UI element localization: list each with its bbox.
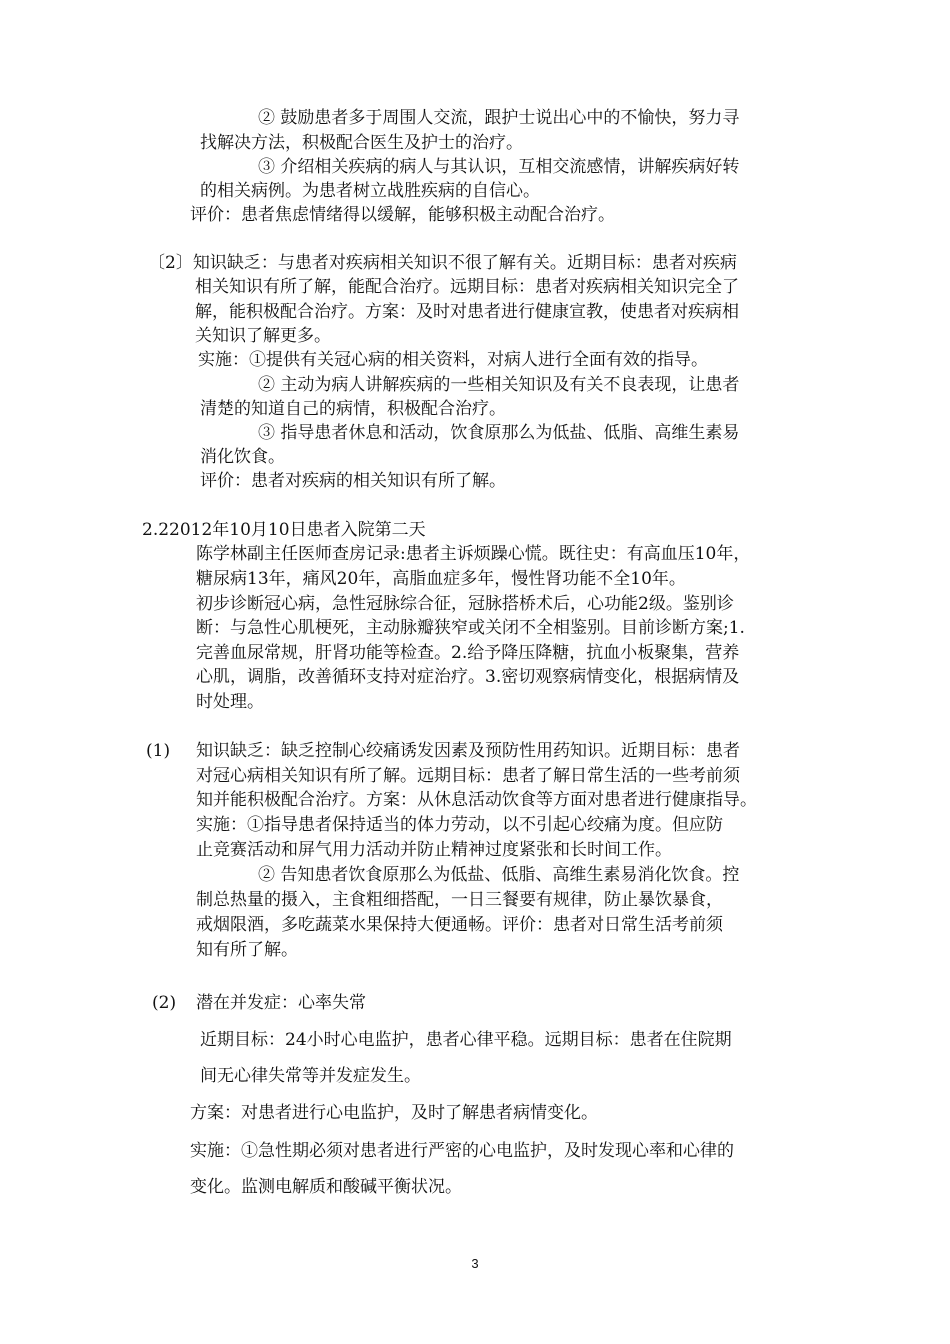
page-number: 3 — [471, 1256, 479, 1271]
text-line: 对冠心病相关知识有所了解。远期目标：患者了解日常生活的一些考前须 — [196, 766, 740, 786]
text-line: 评价：患者焦虑情绪得以缓解，能够积极主动配合治疗。 — [190, 205, 615, 225]
text-line: 完善血尿常规，肝肾功能等检查。2.给予降压降糖，抗血小板聚集，营养 — [196, 643, 740, 663]
text-line: ② 告知患者饮食原那么为低盐、低脂、高维生素易消化饮食。控 — [258, 865, 740, 885]
item-number: (2) — [152, 993, 177, 1013]
text-line: ③ 指导患者休息和活动，饮食原那么为低盐、低脂、高维生素易 — [258, 423, 740, 443]
text-line: 〔2〕知识缺乏：与患者对疾病相关知识不很了解有关。近期目标：患者对疾病 — [148, 253, 737, 273]
text-line: 知识缺乏：缺乏控制心绞痛诱发因素及预防性用药知识。近期目标：患者 — [196, 741, 740, 761]
text-line: 知有所了解。 — [196, 940, 298, 960]
text-line: 近期目标：24小时心电监护，患者心律平稳。远期目标：患者在住院期 — [200, 1030, 732, 1050]
text-line: 消化饮食。 — [200, 447, 285, 467]
text-line: 间无心律失常等并发症发生。 — [200, 1066, 421, 1086]
item-number: (1) — [146, 741, 171, 761]
section-heading: 2.22012年10月10日患者入院第二天 — [142, 520, 426, 540]
text-line: 变化。监测电解质和酸碱平衡状况。 — [190, 1177, 462, 1197]
text-line: 实施：①提供有关冠心病的相关资料，对病人进行全面有效的指导。 — [198, 350, 708, 370]
text-line: 止竞赛活动和屏气用力活动并防止精神过度紧张和长时间工作。 — [196, 840, 672, 860]
text-line: 清楚的知道自己的病情，积极配合治疗。 — [200, 399, 506, 419]
text-line: 心肌，调脂，改善循环支持对症治疗。3.密切观察病情变化，根据病情及 — [196, 667, 740, 687]
text-line: 陈学林副主任医师查房记录:患者主诉烦躁心慌。既往史：有高血压10年， — [196, 544, 751, 564]
text-line: 初步诊断冠心病，急性冠脉综合征，冠脉搭桥术后，心功能2级。鉴别诊 — [196, 594, 734, 614]
text-line: 相关知识有所了解，能配合治疗。远期目标：患者对疾病相关知识完全了 — [195, 277, 739, 297]
text-line: 知并能积极配合治疗。方案：从休息活动饮食等方面对患者进行健康指导。 — [196, 790, 757, 810]
text-line: 实施：①指导患者保持适当的体力劳动，以不引起心绞痛为度。但应防 — [196, 815, 723, 835]
text-line: ② 主动为病人讲解疾病的一些相关知识及有关不良表现，让患者 — [258, 375, 740, 395]
text-line: 关知识了解更多。 — [195, 326, 331, 346]
text-line: 的相关病例。为患者树立战胜疾病的自信心。 — [200, 181, 540, 201]
text-line: 实施：①急性期必须对患者进行严密的心电监护，及时发现心率和心律的 — [190, 1141, 734, 1161]
text-line: 戒烟限酒，多吃蔬菜水果保持大便通畅。评价：患者对日常生活考前须 — [196, 915, 723, 935]
text-line: 找解决方法，积极配合医生及护士的治疗。 — [200, 133, 523, 153]
text-line: 制总热量的摄入，主食粗细搭配，一日三餐要有规律，防止暴饮暴食， — [196, 890, 723, 910]
text-line: ③ 介绍相关疾病的病人与其认识，互相交流感情，讲解疾病好转 — [258, 157, 740, 177]
text-line: 时处理。 — [196, 692, 264, 712]
text-line: 方案：对患者进行心电监护，及时了解患者病情变化。 — [190, 1103, 598, 1123]
text-line: 潜在并发症：心率失常 — [196, 993, 366, 1013]
text-line: ② 鼓励患者多于周围人交流，跟护士说出心中的不愉快，努力寻 — [258, 108, 740, 128]
text-line: 糖尿病13年，痛风20年，高脂血症多年，慢性肾功能不全10年。 — [196, 569, 686, 589]
text-line: 评价：患者对疾病的相关知识有所了解。 — [200, 471, 506, 491]
text-line: 解，能积极配合治疗。方案：及时对患者进行健康宣教，使患者对疾病相 — [195, 302, 739, 322]
text-line: 断：与急性心肌梗死，主动脉瓣狭窄或关闭不全相鉴别。目前诊断方案;1. — [196, 618, 745, 638]
